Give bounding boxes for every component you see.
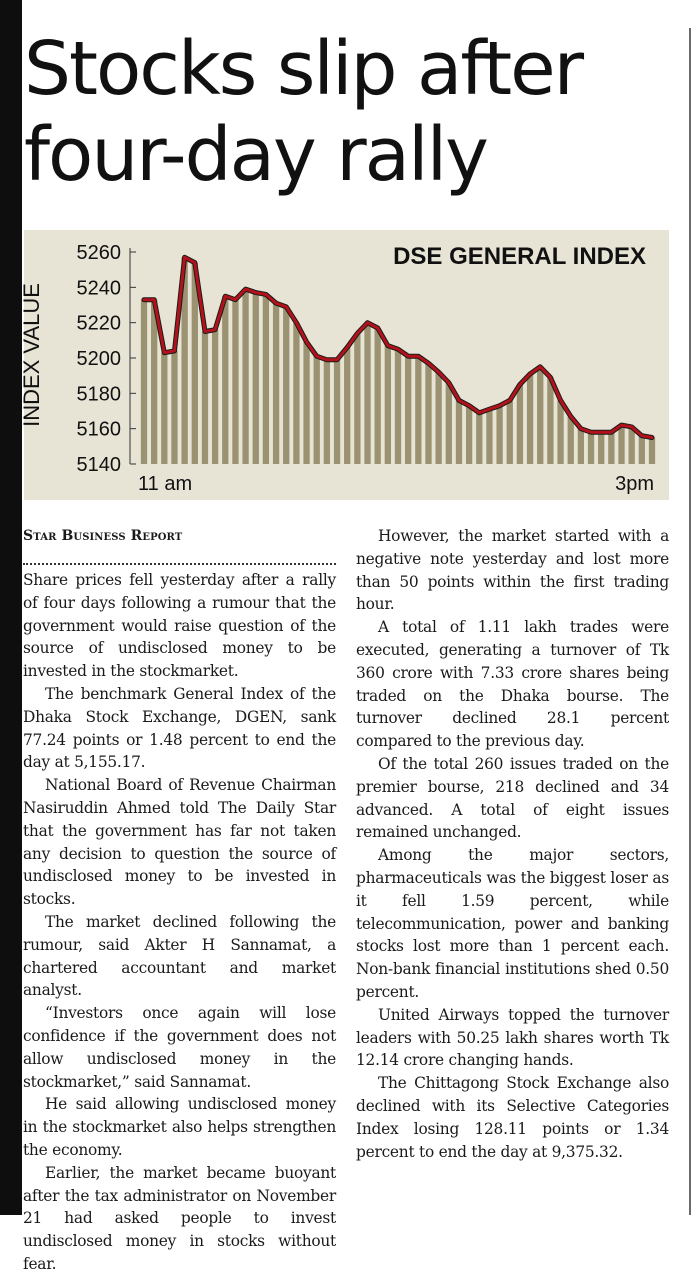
data-bar: [242, 289, 248, 464]
article-paragraph: He said allowing undisclosed money in the stockmarket also helps strengthen the economy.: [23, 1095, 336, 1159]
data-bar: [171, 351, 177, 464]
bars-group: [141, 257, 655, 464]
data-bar: [375, 328, 381, 464]
data-bar: [618, 425, 624, 464]
article-column-right: [356, 525, 669, 1163]
data-bar: [405, 356, 411, 464]
data-bar: [344, 347, 350, 464]
data-bar: [283, 307, 289, 464]
xtick-group: [138, 473, 654, 495]
y-tick-label: 5220: [76, 312, 121, 335]
data-bar: [507, 400, 513, 464]
y-tick-label: 5240: [76, 277, 121, 300]
data-bar: [263, 294, 269, 464]
article-paragraph: “Investors once again will lose confidence if the government does not allow undisclosed money in the stockmarket,” said Sannamat.: [23, 1004, 336, 1091]
data-bar: [588, 432, 594, 464]
data-bar: [212, 330, 218, 464]
data-bar: [598, 432, 604, 464]
ytick-group: [77, 242, 122, 476]
data-bar: [517, 385, 523, 465]
data-bar: [385, 346, 391, 464]
article-paragraph: However, the market started with a negative note yesterday and lost more than 50 points within the first trading hour.: [356, 527, 669, 614]
data-bar: [364, 323, 370, 464]
data-bar: [568, 416, 574, 464]
article-paragraph: A total of 1.11 lakh trades were executed, generating a turnover of Tk 360 crore with 7.33 crore shares being traded on the Dhaka bourse. The turnover declined 28.1 percent compared to the previous day.: [356, 618, 669, 751]
article-paragraph: The benchmark General Index of the Dhaka Stock Exchange, DGEN, sank 77.24 points or 1.48 percent to end the day at 5,155.17.: [23, 684, 336, 772]
article-paragraph: Earlier, the market became buoyant after the tax administrator on November 21 had asked people to invest undisclosed money in stocks without fear.: [23, 1163, 336, 1273]
data-bar: [649, 438, 655, 465]
y-tick-label: 5180: [76, 383, 121, 406]
article-column-left: [23, 525, 336, 1276]
data-bar: [161, 353, 167, 464]
data-bar: [578, 429, 584, 464]
data-bar: [314, 356, 320, 464]
article-paragraph: Share prices fell yesterday after a rally of four days following a rumour that the government would raise question of the source of undisclosed money to be invested in the stockmarket.: [23, 571, 336, 681]
x-tick-label: 3pm: [615, 473, 654, 495]
data-bar: [557, 400, 563, 464]
data-bar: [253, 293, 259, 464]
byline-divider: [23, 547, 336, 565]
data-bar: [639, 436, 645, 464]
data-bar: [527, 374, 533, 464]
y-tick-label: 5200: [76, 348, 121, 370]
data-bar: [537, 367, 543, 464]
data-bar: [425, 363, 431, 464]
article-paragraph: The Chittagong Stock Exchange also declined with its Selective Categories Index losing 128.11 points or 1.34 percent to end the day at 9,375.32.: [356, 1074, 669, 1161]
chart-title: DSE GENERAL INDEX: [393, 243, 646, 270]
data-bar: [202, 332, 208, 465]
article-paragraph: United Airways topped the turnover leaders with 50.25 lakh shares worth Tk 12.14 crore changing hands.: [356, 1005, 669, 1070]
data-bar: [446, 383, 452, 464]
headline: Stocks slip after four-day rally: [24, 26, 583, 198]
data-bar: [547, 377, 553, 464]
y-tick-label: 5160: [76, 418, 121, 441]
y-tick-label: 5140: [76, 454, 121, 476]
data-bar: [303, 342, 309, 464]
article-paragraph: Among the major sectors, pharmaceuticals was the biggest loser as it fell 1.59 percent, while telecommunication, power and banking stocks lost more than 1 percent each. Non-bank financial institutions shed 0.50 percent.: [356, 846, 669, 1001]
data-bar: [629, 427, 635, 464]
data-bar: [435, 372, 441, 464]
data-bar: [456, 400, 462, 464]
data-bar: [273, 303, 279, 464]
data-bar: [476, 413, 482, 464]
data-bar: [415, 356, 421, 464]
y-axis-label: INDEX VALUE: [19, 283, 44, 427]
column-rule-right: [689, 28, 691, 1215]
data-bar: [232, 300, 238, 464]
chart-svg: [19, 230, 669, 500]
page-left-edge-bar: [0, 0, 22, 1215]
data-bar: [486, 409, 492, 464]
byline: Star Business Report: [23, 528, 183, 544]
data-bar: [222, 296, 228, 464]
chart-dse-general-index: [19, 230, 669, 500]
y-tick-label: 5260: [76, 242, 121, 264]
data-bar: [608, 432, 614, 464]
article-paragraph: National Board of Revenue Chairman Nasiruddin Ahmed told The Daily Star that the government has far not taken any decision to question the source of undisclosed money to be invested in stocks.: [23, 776, 336, 909]
data-bar: [334, 360, 340, 464]
article-paragraph: The market declined following the rumour, said Akter H Sannamat, a chartered accountant and market analyst.: [23, 912, 336, 1000]
data-bar: [324, 360, 330, 464]
x-tick-label: 11 am: [138, 473, 193, 495]
data-bar: [354, 333, 360, 464]
axis-group: [130, 248, 136, 464]
data-bar: [293, 323, 299, 464]
article-paragraph: Of the total 260 issues traded on the premier bourse, 218 declined and 34 advanced. A total of eight issues remained unchanged.: [356, 754, 669, 842]
data-bar: [496, 406, 502, 464]
data-bar: [395, 349, 401, 464]
data-bar: [141, 300, 147, 464]
data-bar: [466, 406, 472, 464]
